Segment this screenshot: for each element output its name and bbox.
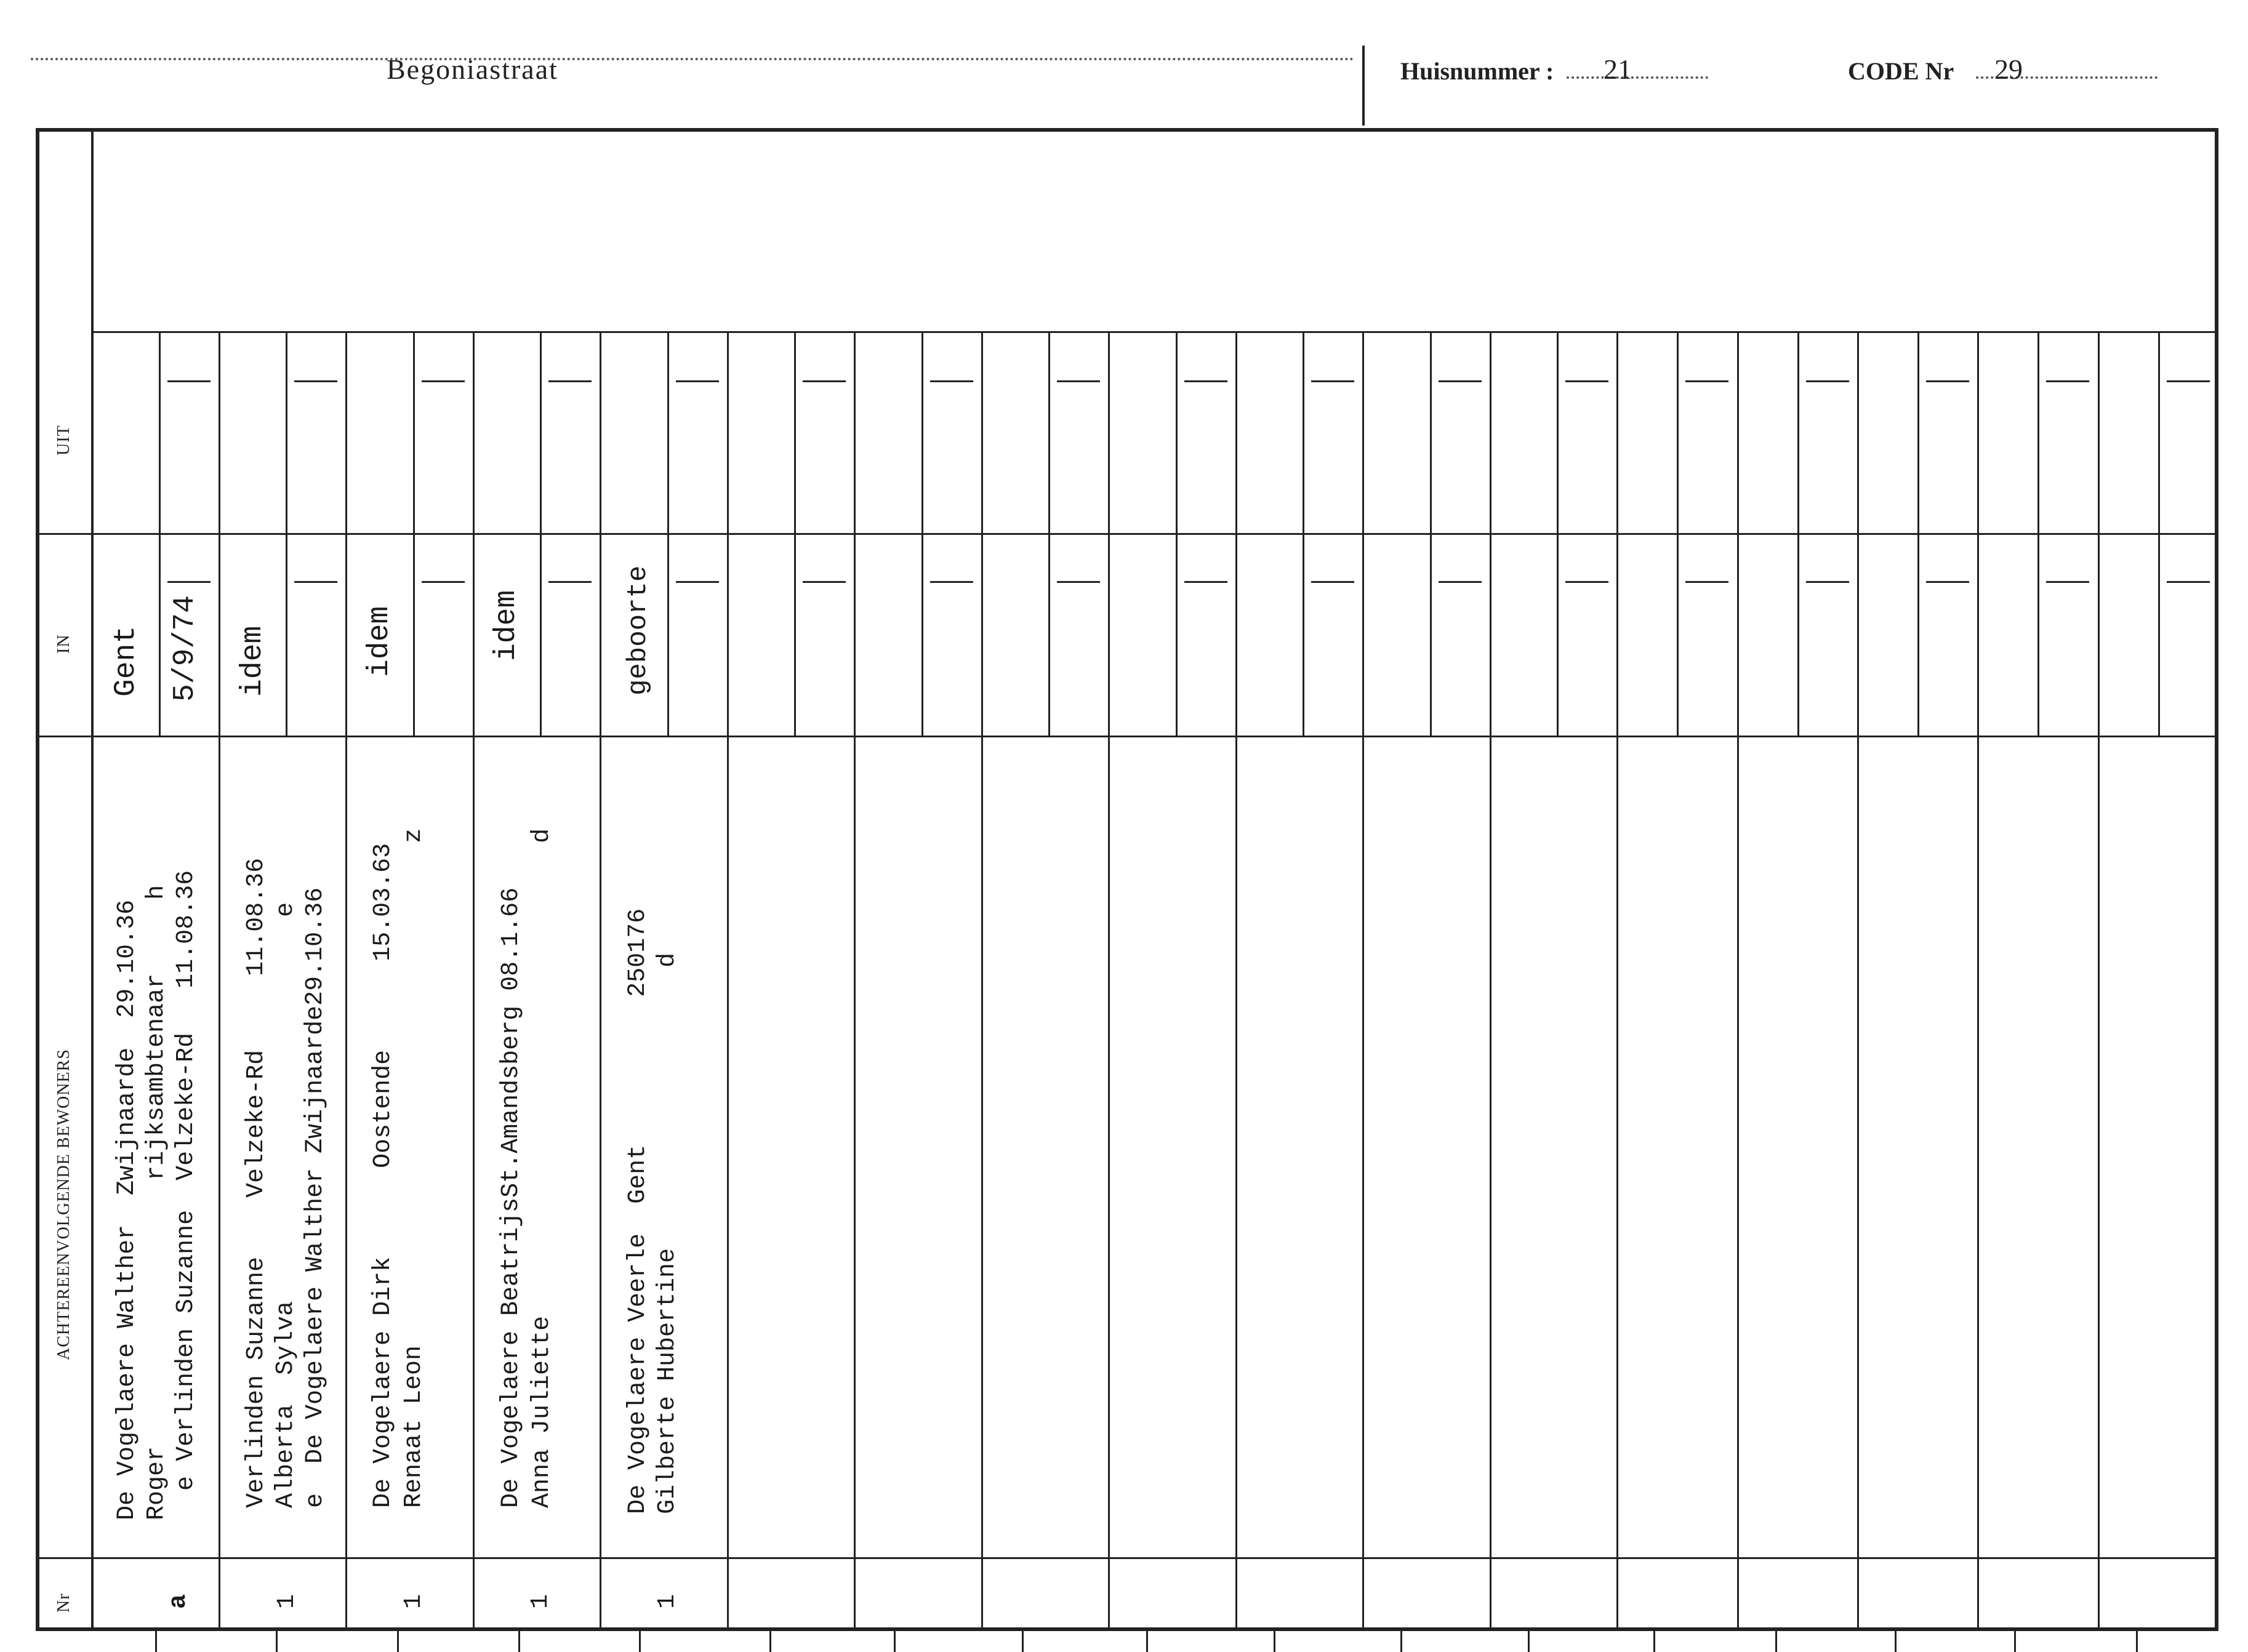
sub-column-line bbox=[921, 332, 923, 534]
column-line bbox=[600, 332, 601, 1629]
sub-column-line bbox=[1303, 332, 1304, 534]
sub-column-line bbox=[921, 534, 923, 736]
empty-dash bbox=[167, 581, 211, 583]
street-name: Begoniastraat bbox=[387, 54, 558, 85]
empty-dash bbox=[422, 581, 465, 583]
sub-column-line bbox=[2037, 332, 2039, 534]
bottom-tick bbox=[397, 1631, 399, 1652]
empty-dash bbox=[803, 380, 846, 382]
empty-dash bbox=[422, 380, 465, 382]
bottom-tick bbox=[769, 1631, 771, 1652]
bottom-tick bbox=[276, 1631, 278, 1652]
empty-dash bbox=[1806, 581, 1849, 583]
entry-line: De Vogelaere Dirk Oostende 15.03.63 bbox=[369, 843, 397, 1508]
huisnummer-value: 21 bbox=[1604, 54, 1632, 85]
sub-column-line bbox=[540, 332, 542, 534]
empty-dash bbox=[294, 380, 337, 382]
bottom-tick bbox=[1653, 1631, 1655, 1652]
sub-column-line bbox=[1048, 332, 1050, 534]
bottom-tick bbox=[2136, 1631, 2138, 1652]
sub-column-line bbox=[413, 332, 415, 534]
empty-dash bbox=[1057, 380, 1100, 382]
sub-column-line bbox=[413, 534, 415, 736]
code-value: 29 bbox=[1994, 54, 2023, 85]
empty-dash bbox=[1311, 380, 1354, 382]
column-line bbox=[727, 332, 729, 1629]
empty-dash bbox=[1685, 581, 1728, 583]
empty-dash bbox=[1184, 581, 1227, 583]
sub-column-line bbox=[1430, 534, 1432, 736]
in-band-bottom-line bbox=[36, 736, 2218, 737]
entry-line: Anna Juliette d bbox=[528, 828, 556, 1508]
bottom-tick bbox=[2014, 1631, 2016, 1652]
empty-dash bbox=[1685, 380, 1728, 382]
column-line bbox=[219, 332, 220, 1629]
column-line bbox=[2098, 332, 2100, 1629]
column-line bbox=[854, 332, 856, 1629]
nr-column-label: Nr bbox=[54, 1593, 73, 1613]
entry-in-place: geboorte bbox=[623, 565, 654, 696]
sub-column-line bbox=[1917, 332, 1919, 534]
empty-dash bbox=[548, 380, 592, 382]
entry-nr: 1 bbox=[654, 1594, 681, 1609]
empty-dash bbox=[1565, 380, 1608, 382]
huisnummer-label: Huisnummer : bbox=[1400, 57, 1554, 85]
entry-in-date: 5/9/74 bbox=[169, 595, 202, 702]
sub-column-line bbox=[159, 332, 161, 534]
column-line bbox=[345, 332, 347, 1629]
bottom-tick bbox=[1895, 1631, 1897, 1652]
bottom-tick bbox=[1022, 1631, 1024, 1652]
sub-column-line bbox=[1797, 534, 1799, 736]
empty-dash bbox=[676, 380, 719, 382]
entry-line: De Vogelaere BeatrijsSt.Amandsberg 08.1.66 bbox=[497, 887, 525, 1508]
entry-nr: 1 bbox=[527, 1594, 555, 1609]
column-line bbox=[1235, 332, 1237, 1629]
entry-line: Gilberte Hubertine d bbox=[654, 952, 681, 1514]
empty-dash bbox=[676, 581, 719, 583]
column-line bbox=[1616, 332, 1618, 1629]
bottom-tick bbox=[1400, 1631, 1402, 1652]
bottom-tick bbox=[1274, 1631, 1275, 1652]
header-divider bbox=[1362, 46, 1365, 126]
bewoners-band-bottom-line bbox=[36, 1557, 2218, 1559]
sub-column-line bbox=[667, 534, 669, 736]
sub-column-line bbox=[1677, 332, 1679, 534]
sub-column-line bbox=[286, 332, 287, 534]
empty-dash bbox=[167, 380, 211, 382]
sub-column-line bbox=[794, 332, 796, 534]
bottom-tick bbox=[1146, 1631, 1148, 1652]
entry-line: De Vogelaere Walther Zwijnaarde 29.10.36 bbox=[113, 899, 141, 1520]
entry-line: De Vogelaere Veerle Gent 250176 bbox=[624, 908, 652, 1514]
uit-band-bottom-line bbox=[36, 533, 2218, 535]
empty-dash bbox=[1565, 581, 1608, 583]
entry-line: Verlinden Suzanne Velzeke-Rd 11.08.36 bbox=[243, 857, 270, 1508]
empty-dash bbox=[1926, 380, 1969, 382]
entry-nr: 1 bbox=[273, 1594, 301, 1609]
code-label: CODE Nr bbox=[1848, 57, 1954, 85]
empty-dash bbox=[1439, 581, 1482, 583]
column-line bbox=[1737, 332, 1739, 1629]
column-line bbox=[1490, 332, 1491, 1629]
sub-column-line bbox=[540, 534, 542, 736]
entry-in-place: idem bbox=[490, 590, 523, 661]
street-dotted-line bbox=[31, 58, 1354, 60]
empty-dash bbox=[803, 581, 846, 583]
sub-column-line bbox=[1797, 332, 1799, 534]
sub-column-line bbox=[794, 534, 796, 736]
sub-column-line bbox=[2037, 534, 2039, 736]
sub-column-line bbox=[1557, 534, 1559, 736]
sub-column-line bbox=[1557, 332, 1559, 534]
sub-column-line bbox=[1430, 332, 1432, 534]
uit-column-label: UIT bbox=[54, 425, 73, 455]
entry-line: Alberta Sylva e bbox=[272, 902, 300, 1508]
empty-dash bbox=[1439, 380, 1482, 382]
entry-line: e Verlinden Suzanne Velzeke-Rd 11.08.36 bbox=[172, 870, 200, 1520]
column-line bbox=[1108, 332, 1110, 1629]
column-line bbox=[1857, 332, 1859, 1629]
entry-nr: a bbox=[165, 1594, 193, 1609]
empty-dash bbox=[2167, 581, 2210, 583]
label-column-divider bbox=[91, 132, 94, 1627]
sub-column-line bbox=[1303, 534, 1304, 736]
entry-in-place: idem bbox=[236, 625, 270, 697]
column-line bbox=[981, 332, 983, 1629]
column-line bbox=[1977, 332, 1979, 1629]
bottom-tick bbox=[894, 1631, 896, 1652]
empty-dash bbox=[930, 581, 973, 583]
huisnummer-dotted-line bbox=[1567, 76, 1708, 79]
empty-dash bbox=[2046, 380, 2089, 382]
sub-column-line bbox=[1917, 534, 1919, 736]
sub-column-line bbox=[1176, 534, 1178, 736]
bottom-tick bbox=[155, 1631, 157, 1652]
empty-dash bbox=[2046, 581, 2089, 583]
sub-column-line bbox=[2158, 332, 2160, 534]
bottom-tick bbox=[1775, 1631, 1777, 1652]
entry-nr: 1 bbox=[400, 1594, 428, 1609]
column-line bbox=[1362, 332, 1364, 1629]
sub-column-line bbox=[159, 534, 161, 736]
empty-dash bbox=[1311, 581, 1354, 583]
bottom-tick bbox=[639, 1631, 641, 1652]
sub-column-line bbox=[1048, 534, 1050, 736]
table-border bbox=[36, 128, 2218, 1631]
sub-column-line bbox=[286, 534, 287, 736]
entry-in-place: idem bbox=[363, 606, 396, 677]
sub-column-line bbox=[2158, 534, 2160, 736]
empty-dash bbox=[548, 581, 592, 583]
empty-dash bbox=[1184, 380, 1227, 382]
in-column-label: IN bbox=[54, 634, 73, 654]
empty-dash bbox=[1806, 380, 1849, 382]
bewoners-column-label: ACHTEREENVOLGENDE BEWONERS bbox=[54, 1049, 73, 1360]
sub-column-line bbox=[1677, 534, 1679, 736]
sub-column-line bbox=[667, 332, 669, 534]
empty-dash bbox=[2167, 380, 2210, 382]
empty-dash bbox=[1057, 581, 1100, 583]
entry-line: Renaat Leon z bbox=[400, 828, 428, 1508]
empty-dash bbox=[294, 581, 337, 583]
top-band-bottom-line bbox=[92, 331, 2218, 333]
entry-in-place: Gent bbox=[110, 625, 143, 697]
empty-dash bbox=[1926, 581, 1969, 583]
entry-line: e De Vogelaere Walther Zwijnaarde29.10.36 bbox=[302, 887, 329, 1508]
bottom-tick bbox=[518, 1631, 520, 1652]
column-line bbox=[473, 332, 475, 1629]
sub-column-line bbox=[1176, 332, 1178, 534]
entry-line: Roger rijksambtenaar h bbox=[143, 884, 171, 1520]
bottom-tick bbox=[1528, 1631, 1530, 1652]
empty-dash bbox=[930, 380, 973, 382]
